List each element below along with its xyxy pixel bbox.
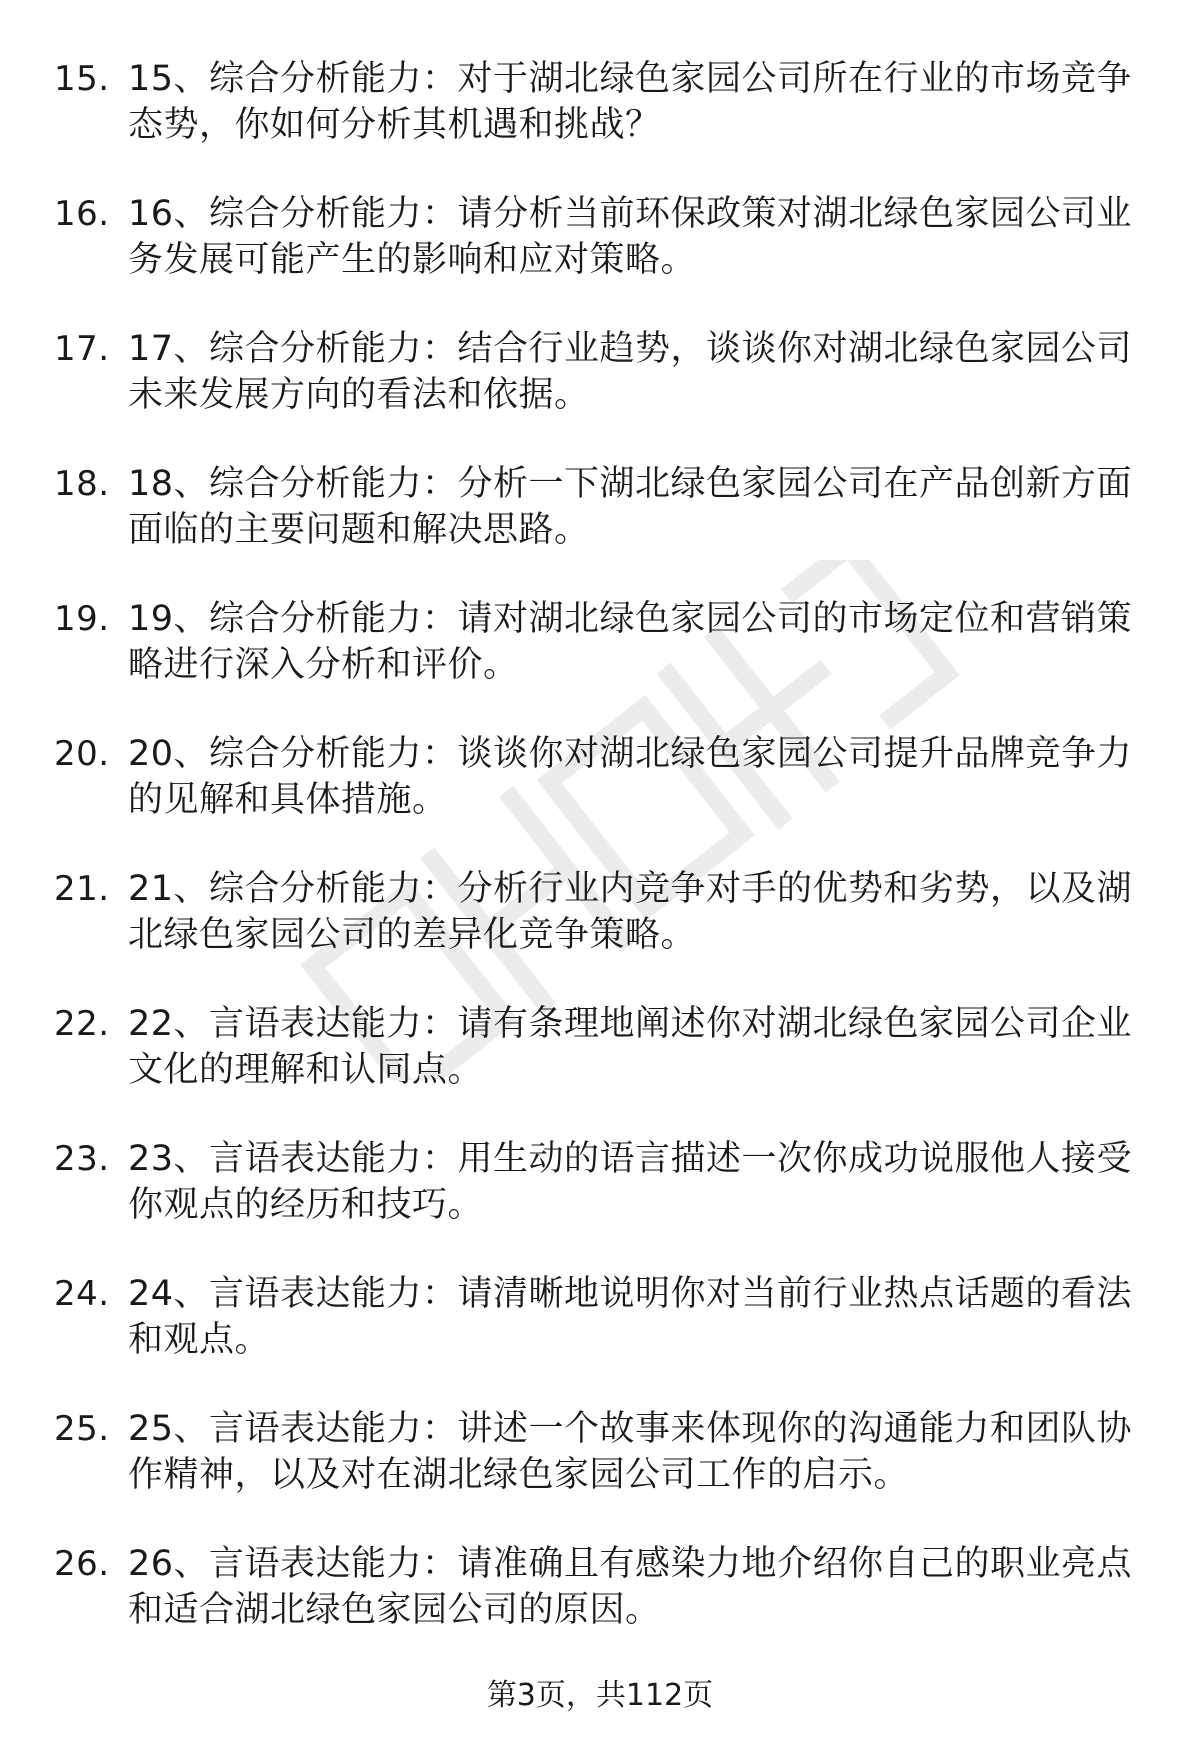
question-number: 23.	[54, 1139, 110, 1179]
question-text: 24、言语表达能力：请清晰地说明你对当前行业热点话题的看法和观点。	[128, 1274, 1133, 1360]
question-number: 15.	[54, 59, 110, 99]
list-item	[0, 1136, 1200, 1228]
question-number: 21.	[54, 869, 110, 909]
question-text: 15、综合分析能力：对于湖北绿色家园公司所在行业的市场竞争态势，你如何分析其机遇和挑战？	[128, 59, 1133, 145]
question-number: 22.	[54, 1004, 110, 1044]
list-item	[0, 326, 1200, 418]
question-number: 26.	[54, 1544, 110, 1584]
question-text: 23、言语表达能力：用生动的语言描述一次你成功说服他人接受你观点的经历和技巧。	[128, 1139, 1133, 1225]
question-number: 17.	[54, 329, 110, 369]
question-text: 19、综合分析能力：请对湖北绿色家园公司的市场定位和营销策略进行深入分析和评价。	[128, 599, 1133, 685]
list-item	[0, 461, 1200, 553]
page-footer	[0, 1676, 1200, 1716]
question-number: 20.	[54, 734, 110, 774]
list-item	[0, 596, 1200, 688]
question-text: 25、言语表达能力：讲述一个故事来体现你的沟通能力和团队协作精神，以及对在湖北绿色家园公司工作的启示。	[128, 1409, 1133, 1495]
question-text: 21、综合分析能力：分析行业内竞争对手的优势和劣势，以及湖北绿色家园公司的差异化竞争策略。	[128, 869, 1133, 955]
list-item	[0, 56, 1200, 148]
question-number: 19.	[54, 599, 110, 639]
list-item	[0, 1406, 1200, 1498]
list-item	[0, 731, 1200, 823]
list-item	[0, 1541, 1200, 1633]
question-list	[0, 56, 1200, 1676]
list-item	[0, 191, 1200, 283]
question-text: 17、综合分析能力：结合行业趋势，谈谈你对湖北绿色家园公司未来发展方向的看法和依据。	[128, 329, 1133, 415]
page-number-label: 第3页，共112页	[486, 1678, 714, 1713]
list-item	[0, 1001, 1200, 1093]
list-item	[0, 866, 1200, 958]
question-text: 16、综合分析能力：请分析当前环保政策对湖北绿色家园公司业务发展可能产生的影响和应对策略。	[128, 194, 1133, 280]
question-text: 26、言语表达能力：请准确且有感染力地介绍你自己的职业亮点和适合湖北绿色家园公司的原因。	[128, 1544, 1133, 1630]
question-text: 22、言语表达能力：请有条理地阐述你对湖北绿色家园公司企业文化的理解和认同点。	[128, 1004, 1133, 1090]
question-text: 20、综合分析能力：谈谈你对湖北绿色家园公司提升品牌竞争力的见解和具体措施。	[128, 734, 1133, 820]
question-number: 18.	[54, 464, 110, 504]
question-number: 24.	[54, 1274, 110, 1314]
list-item	[0, 1271, 1200, 1363]
question-number: 25.	[54, 1409, 110, 1449]
question-number: 16.	[54, 194, 110, 234]
question-text: 18、综合分析能力：分析一下湖北绿色家园公司在产品创新方面面临的主要问题和解决思路。	[128, 464, 1133, 550]
